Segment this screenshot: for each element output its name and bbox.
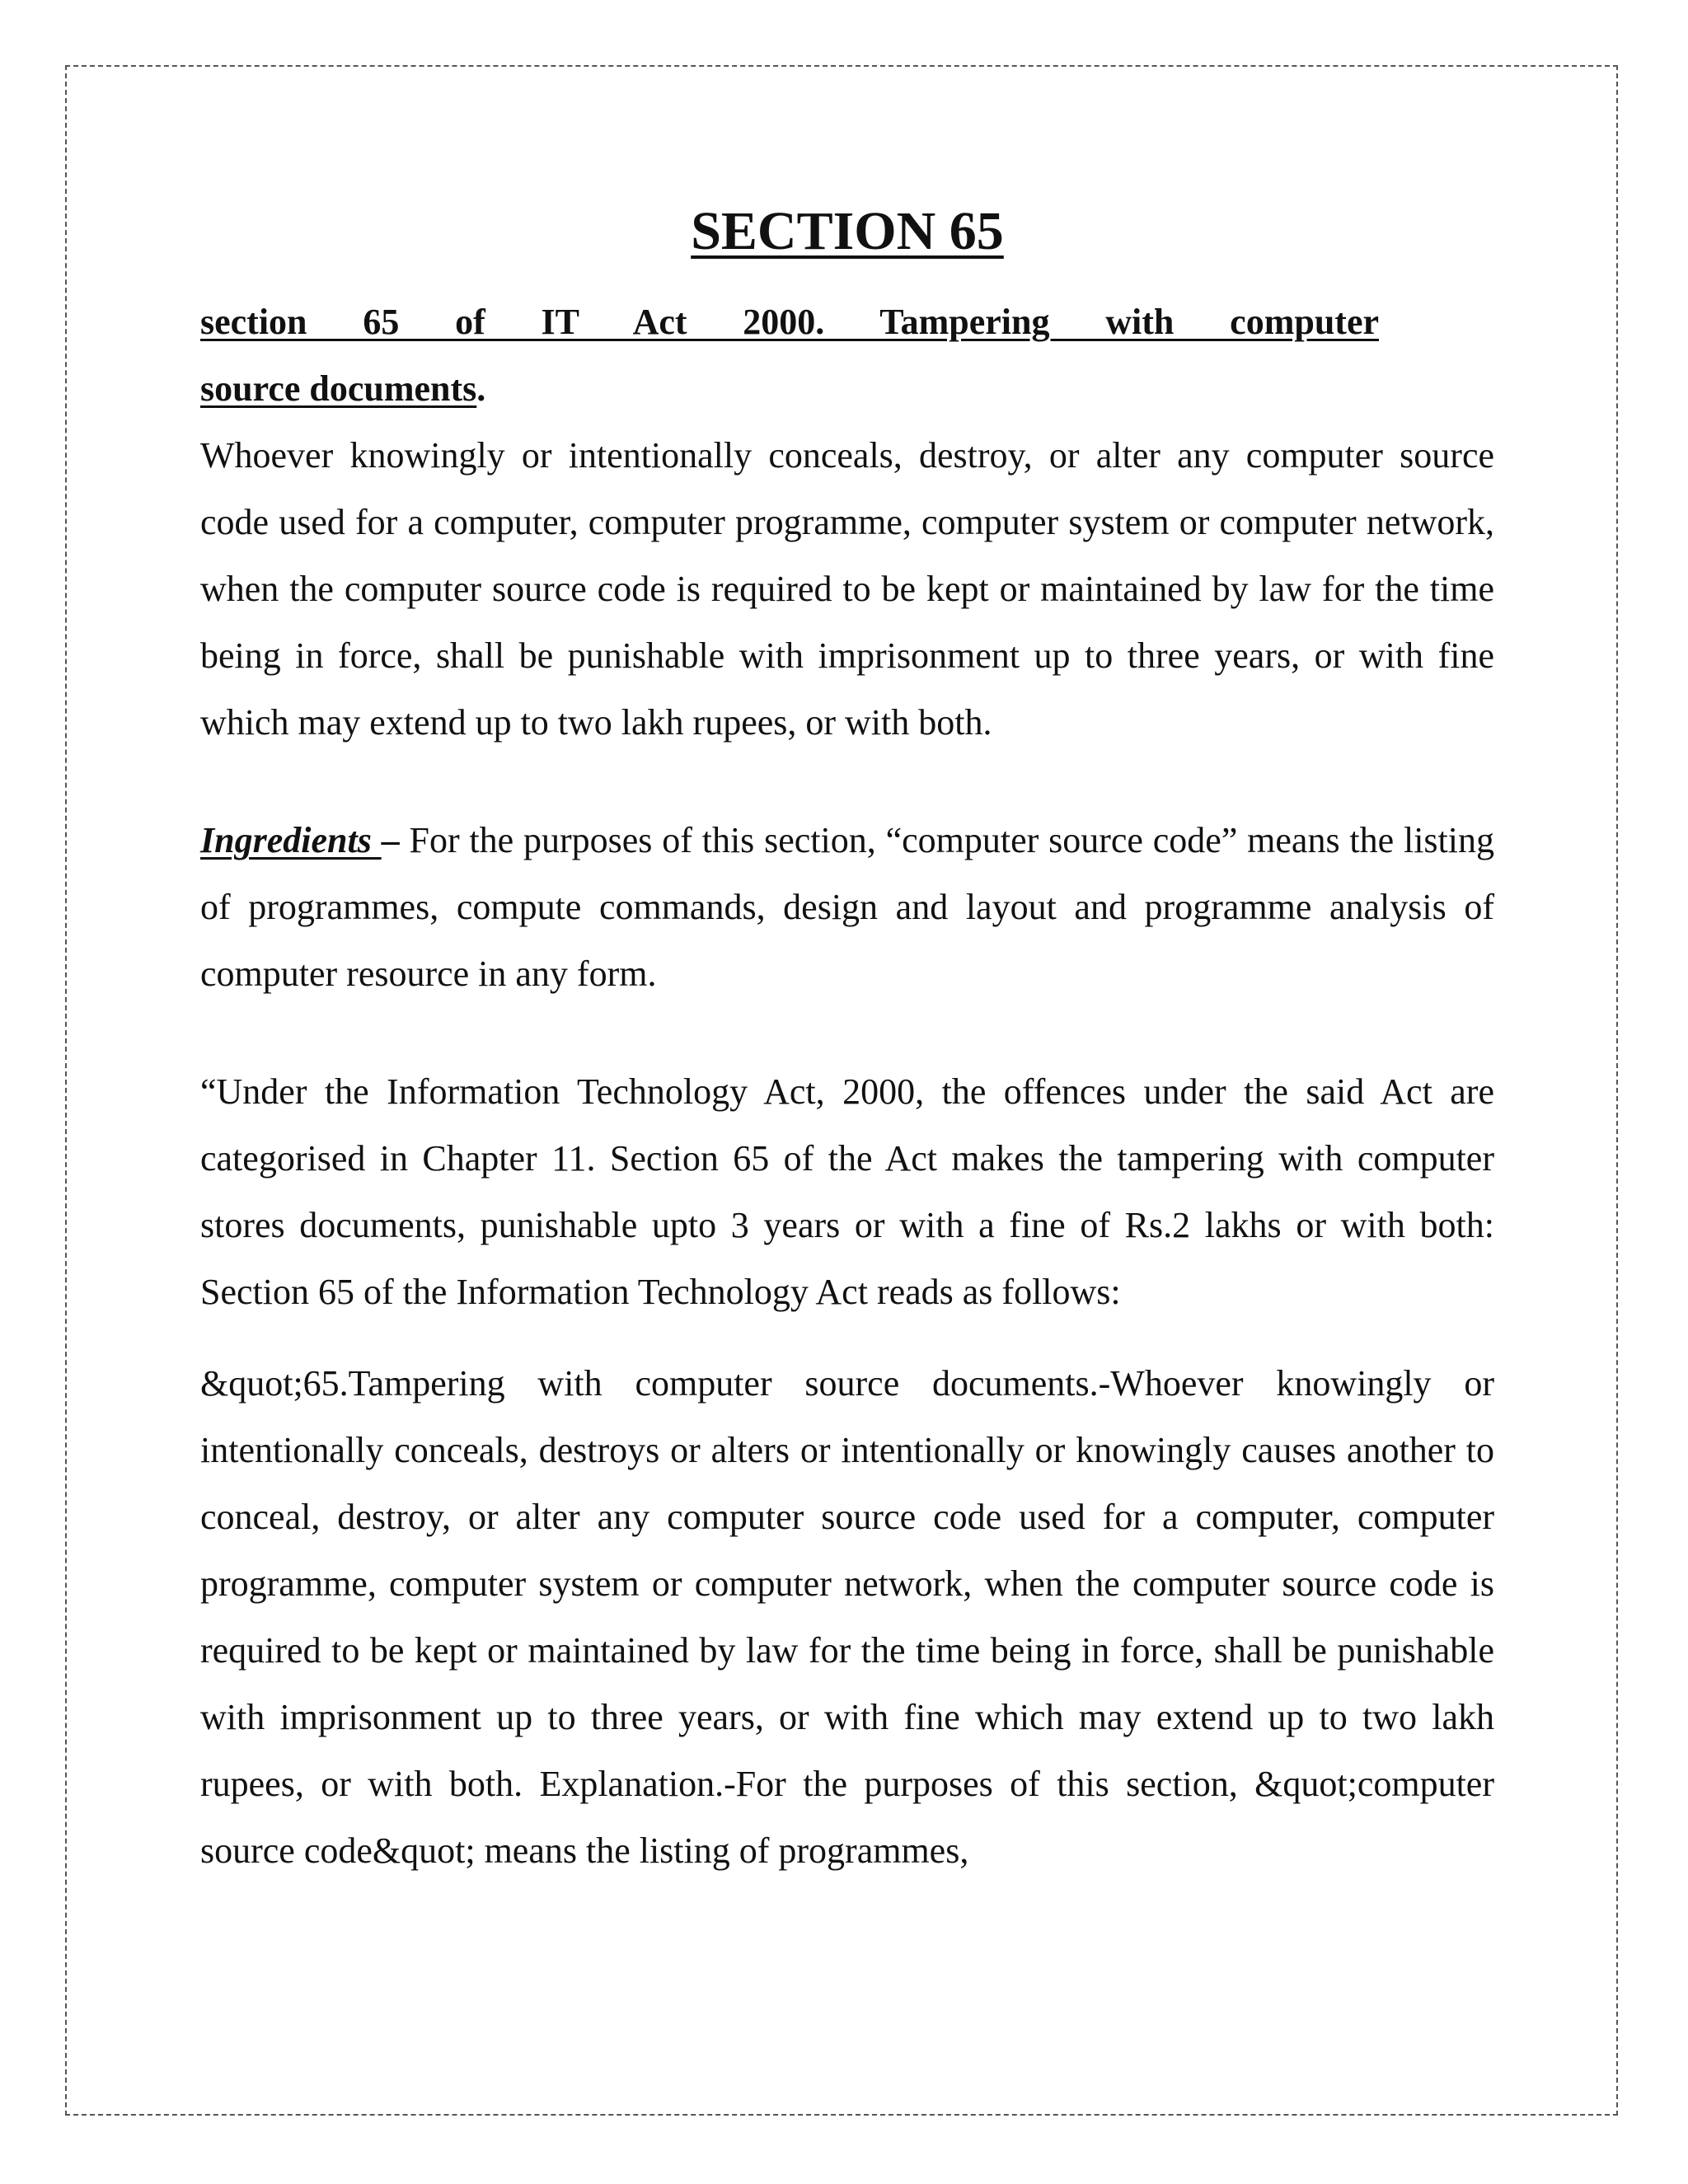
paragraph-1: Whoever knowingly or intentionally conceals, destroy, or alter any computer source code used for a computer, computer programme, computer system or computer network, when the computer source code is required to be kept or maintained by law for the time being in force, shall be punishable with imprisonment up to three years, or with fine which may extend up to two lakh rupees, or with both. (200, 435, 1494, 743)
page-title-text: SECTION 65 (691, 201, 1004, 261)
ingredients-label: Ingredients (200, 820, 382, 860)
page-title (200, 194, 1494, 269)
ingredients-text: For the purposes of this section, “computer source code” means the listing of programmes, compute commands, design and layout and programme analysis of computer resource in any form. (200, 820, 1495, 994)
paragraph-3: “Under the Information Technology Act, 2000, the offences under the said Act are categorised in Chapter 11. Section 65 of the Act makes the tampering with computer stores documents, punishable upto 3 years or with a fine of Rs.2 lakhs or with both: Section 65 of the Information Technology Act reads as follows: (200, 1071, 1494, 1312)
document-body (200, 194, 1494, 1884)
subtitle-line-1: section 65 of IT Act 2000. Tampering with computer (200, 302, 1379, 342)
ingredients-dash: – (381, 820, 400, 860)
paragraph-4: &quot;65.Tampering with computer source documents.-Whoever knowingly or intentionally conceals, destroys or alters or intentionally or knowingly causes another to conceal, destroy, or alter any computer source code used for a computer, computer programme, computer system or computer network, when the computer source code is required to be kept or maintained by law for the time being in force, shall be punishable with imprisonment up to three years, or with fine which may extend up to two lakh rupees, or with both. Explanation.-For the purposes of this section, &quot;computer source code&quot; means the listing of programmes, (200, 1363, 1494, 1871)
ingredients-paragraph (200, 807, 1494, 1007)
section-subtitle (200, 288, 1379, 422)
subtitle-period: . (476, 368, 486, 409)
subtitle-line-2: source documents (200, 368, 477, 409)
